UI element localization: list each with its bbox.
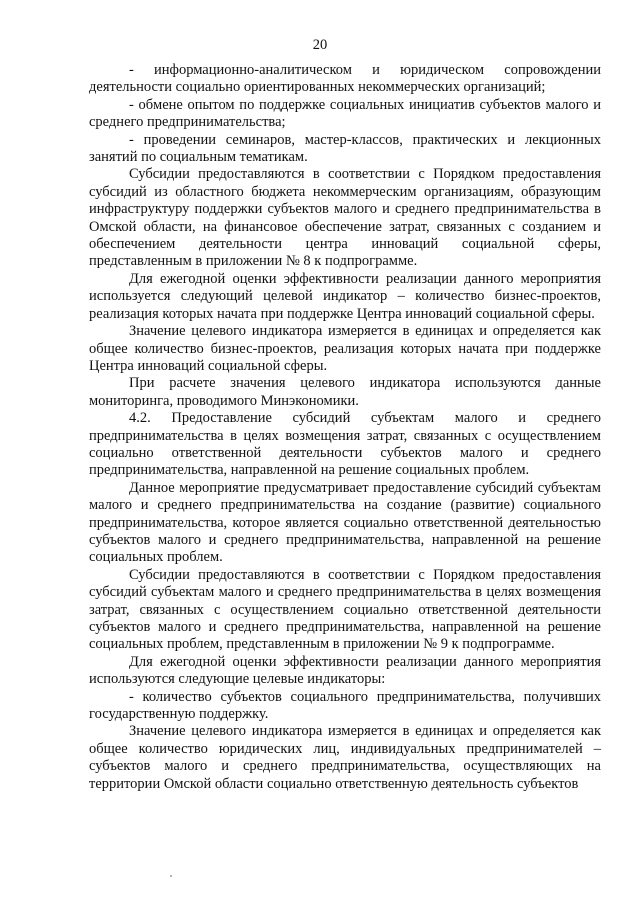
paragraph-bullet-seminars: - проведении семинаров, мастер-классов, практических и лекционных занятий по социальным тематикам. bbox=[89, 131, 601, 166]
paragraph-subsidies-order-8: Субсидии предоставляются в соответствии с Порядком предоставления субсидий из областного бюджета некоммерческим организациям, образующим инфраструктуру поддержки субъектов малого и среднего предпринимательства в Омской области, на финансовое обеспечение затрат, связанных с созданием и обеспечением деятельности центра инноваций социальной сферы, представленным в приложении № 8 к подпрограмме. bbox=[89, 166, 601, 270]
paragraph-monitoring-data: При расчете значения целевого индикатора используются данные мониторинга, проводимого Минэкономики. bbox=[89, 375, 601, 409]
paragraph-subsidies-order-9: Субсидии предоставляются в соответствии с Порядком предоставления субсидий субъектам малого и среднего предпринимательства в целях возмещения затрат, связанных с осуществлением социально ответственной деятельности субъектов малого и среднего предпринимательства, направленной на решение социальных проблем, представленным в приложении № 9 к подпрограмме. bbox=[89, 566, 601, 653]
paragraph-target-indicator-business-projects: Для ежегодной оценки эффективности реализации данного мероприятия используется следующий целевой индикатор – количество бизнес-проектов, реализация которых начата при поддержке Центра инноваций социальной сферы. bbox=[89, 270, 601, 322]
paragraph-target-indicators-intro: Для ежегодной оценки эффективности реализации данного мероприятия используются следующие целевые индикаторы: bbox=[89, 653, 601, 688]
paragraph-bullet-experience-exchange: - обмене опытом по поддержке социальных инициатив субъектов малого и среднего предпринимательства; bbox=[89, 96, 601, 131]
body-text bbox=[89, 62, 601, 793]
paragraph-bullet-social-entrepreneurs: - количество субъектов социального предпринимательства, получивших государственную поддержку. bbox=[89, 688, 601, 723]
paragraph-bullet-info-support: - информационно-аналитическом и юридическом сопровождении деятельности социально ориентированных некоммерческих организаций; bbox=[89, 62, 601, 96]
page-number: 20 bbox=[312, 37, 328, 53]
paragraph-indicator-measurement: Значение целевого индикатора измеряется в единицах и определяется как общее количество бизнес-проектов, реализация которых начата при поддержке Центра инноваций социальной сферы. bbox=[89, 323, 601, 374]
paragraph-section-4-2: 4.2. Предоставление субсидий субъектам малого и среднего предпринимательства в целях возмещения затрат, связанных с осуществлением социально ответственной деятельности субъектов малого и среднего предпринимательства, направленной на решение социальных проблем. bbox=[89, 410, 601, 479]
scan-speck bbox=[170, 875, 172, 877]
paragraph-indicator-legal-entities: Значение целевого индикатора измеряется в единицах и определяется как общее количество юридических лиц, индивидуальных предпринимателей – субъектов малого и среднего предпринимательства, осуществляющих на территории Омской области социально ответственную деятельность субъектов bbox=[89, 723, 601, 792]
paragraph-measure-description: Данное мероприятие предусматривает предоставление субсидий субъектам малого и среднего предпринимательства на создание (развитие) социального предпринимательства, которое является социально ответственной деятельностью субъектов малого и среднего предпринимательства, направленной на решение социальных проблем. bbox=[89, 479, 601, 566]
